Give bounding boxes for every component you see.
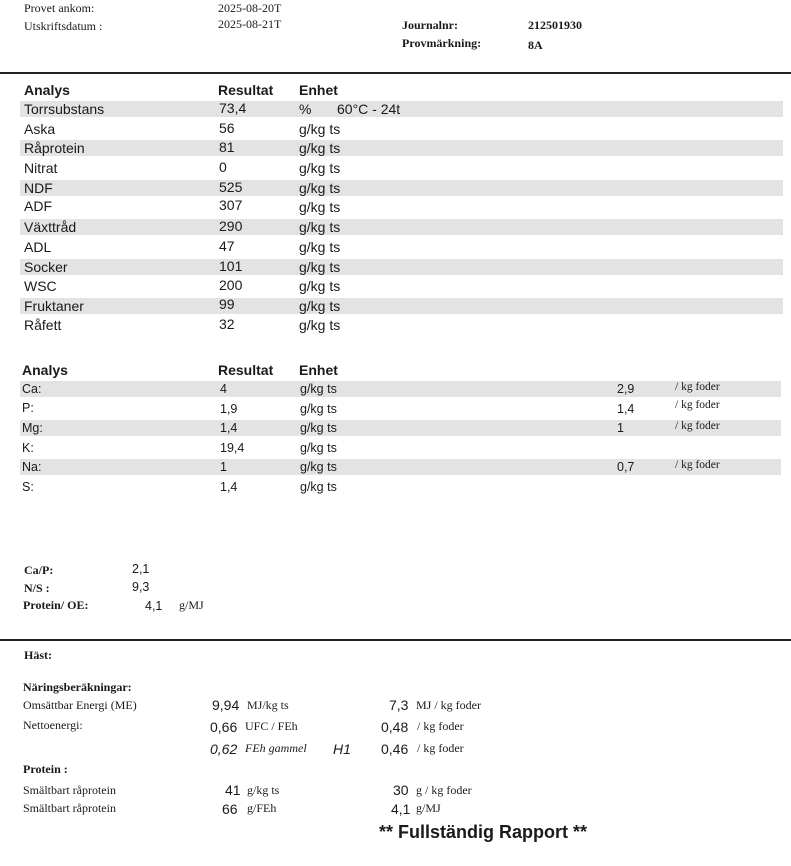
marking-value: 8A xyxy=(528,38,543,52)
journal-label: Journalnr: xyxy=(402,18,459,32)
old-feed-value: 0,46 xyxy=(381,741,409,757)
analys-value: 32 xyxy=(219,316,235,332)
old-feed-unit: / kg foder xyxy=(417,741,464,755)
protein-title: Protein : xyxy=(23,762,68,776)
section-divider xyxy=(0,639,791,641)
analys-value: 307 xyxy=(219,197,243,213)
print-date-label: Utskriftsdatum : xyxy=(24,19,103,33)
horse-title: Häst: xyxy=(24,648,52,662)
arrival-label: Provet ankom: xyxy=(24,1,95,15)
sp1-label: Smältbart råprotein xyxy=(23,783,116,797)
me-unit: MJ/kg ts xyxy=(247,698,289,712)
t2-row-band xyxy=(20,420,781,436)
mineral-value: 1,4 xyxy=(220,421,238,435)
analys-unit: g/kg ts xyxy=(299,160,341,176)
old-tag: H1 xyxy=(333,741,351,757)
analys-name: Aska xyxy=(24,121,56,137)
analys-name: Fruktaner xyxy=(24,298,84,314)
netto-feed-value: 0,48 xyxy=(381,719,409,735)
analys-unit: g/kg ts xyxy=(299,259,341,275)
sp1-unit: g/kg ts xyxy=(247,783,280,797)
mineral-feed-value: 1,4 xyxy=(617,402,635,416)
mineral-feed-unit: / kg foder xyxy=(675,459,720,471)
n-s-value: 9,3 xyxy=(132,580,150,594)
mineral-unit: g/kg ts xyxy=(300,460,337,474)
sp1-feed-unit: g / kg foder xyxy=(416,783,472,797)
analys-value: 290 xyxy=(219,218,243,234)
mineral-feed-value: 1 xyxy=(617,421,624,435)
analys-name: ADL xyxy=(24,239,52,255)
mineral-value: 1 xyxy=(220,460,227,474)
n-s-label: N/S : xyxy=(24,581,50,595)
header-divider xyxy=(0,72,791,74)
protein-oe-value: 4,1 xyxy=(145,599,163,613)
mineral-name: K: xyxy=(22,441,34,455)
mineral-unit: g/kg ts xyxy=(300,382,337,396)
mineral-value: 19,4 xyxy=(220,441,245,455)
analys-name: Växttråd xyxy=(24,219,77,235)
t1-row-band xyxy=(20,219,783,235)
t2-row-band xyxy=(20,459,781,475)
analys-unit: g/kg ts xyxy=(299,317,341,333)
analys-unit: g/kg ts xyxy=(299,219,341,235)
t2-header-analys: Analys xyxy=(22,362,68,378)
analys-name: Nitrat xyxy=(24,160,58,176)
netto-value: 0,66 xyxy=(210,719,238,735)
mineral-feed-unit: / kg foder xyxy=(675,381,720,393)
mineral-name: Mg: xyxy=(22,421,43,435)
ca-p-label: Ca/P: xyxy=(24,563,54,577)
sp1-feed-value: 30 xyxy=(393,782,409,798)
sp2-label: Smältbart råprotein xyxy=(23,801,116,815)
analys-value: 56 xyxy=(219,120,235,136)
analys-value: 81 xyxy=(219,139,235,155)
analys-name: ADF xyxy=(24,198,52,214)
analys-name: Råfett xyxy=(24,317,62,333)
arrival-value: 2025-08-20T xyxy=(218,1,282,15)
sp2-value: 66 xyxy=(222,801,238,817)
mineral-unit: g/kg ts xyxy=(300,421,337,435)
t1-header-analys: Analys xyxy=(24,82,70,98)
netto-unit: UFC / FEh xyxy=(245,719,298,733)
t2-row-band xyxy=(20,381,781,397)
marking-label: Provmärkning: xyxy=(402,36,482,50)
mineral-value: 1,9 xyxy=(220,402,238,416)
analys-value: 47 xyxy=(219,238,235,254)
netto-feed-unit: / kg foder xyxy=(417,719,464,733)
mineral-unit: g/kg ts xyxy=(300,441,337,455)
analys-note: 60°C - 24t xyxy=(337,101,401,117)
t1-header-resultat: Resultat xyxy=(218,82,274,98)
sp2-feed-unit: g/MJ xyxy=(416,801,441,815)
t1-row-band xyxy=(20,140,783,156)
netto-label: Nettoenergi: xyxy=(23,718,83,732)
analys-value: 0 xyxy=(219,159,227,175)
me-feed-value: 7,3 xyxy=(389,697,409,713)
mineral-value: 1,4 xyxy=(220,480,238,494)
mineral-name: Na: xyxy=(22,460,42,474)
mineral-value: 4 xyxy=(220,382,227,396)
mineral-name: P: xyxy=(22,401,34,415)
mineral-name: Ca: xyxy=(22,382,42,396)
print-date-value: 2025-08-21T xyxy=(218,17,282,31)
analys-value: 99 xyxy=(219,296,235,312)
sp2-feed-value: 4,1 xyxy=(391,801,411,817)
analys-unit: % xyxy=(299,101,312,117)
analys-unit: g/kg ts xyxy=(299,298,341,314)
t1-header-enhet: Enhet xyxy=(299,82,338,98)
protein-oe-label: Protein/ OE: xyxy=(23,598,89,612)
t1-row-band xyxy=(20,259,783,275)
mineral-feed-unit: / kg foder xyxy=(675,399,720,411)
t1-row-band xyxy=(20,180,783,196)
analys-unit: g/kg ts xyxy=(299,121,341,137)
analys-name: Socker xyxy=(24,259,68,275)
mineral-feed-unit: / kg foder xyxy=(675,420,720,432)
analys-unit: g/kg ts xyxy=(299,239,341,255)
protein-oe-unit: g/MJ xyxy=(179,598,204,612)
analys-value: 525 xyxy=(219,179,243,195)
t1-row-band xyxy=(20,101,783,117)
analys-name: WSC xyxy=(24,278,57,294)
analys-value: 73,4 xyxy=(219,100,247,116)
ca-p-value: 2,1 xyxy=(132,562,150,576)
analys-unit: g/kg ts xyxy=(299,180,341,196)
sp2-unit: g/FEh xyxy=(247,801,277,815)
naring-title: Näringsberäkningar: xyxy=(23,680,132,694)
journal-value: 212501930 xyxy=(528,18,582,32)
analys-value: 101 xyxy=(219,258,243,274)
sp1-value: 41 xyxy=(225,782,241,798)
mineral-feed-value: 2,9 xyxy=(617,382,635,396)
analys-name: NDF xyxy=(24,180,53,196)
old-unit: FEh gammel xyxy=(245,741,307,755)
report-footer: ** Fullständig Rapport ** xyxy=(379,822,588,842)
t2-header-resultat: Resultat xyxy=(218,362,274,378)
analys-unit: g/kg ts xyxy=(299,278,341,294)
t2-header-enhet: Enhet xyxy=(299,362,338,378)
analys-unit: g/kg ts xyxy=(299,140,341,156)
mineral-feed-value: 0,7 xyxy=(617,460,635,474)
mineral-name: S: xyxy=(22,480,34,494)
analys-value: 200 xyxy=(219,277,243,293)
mineral-unit: g/kg ts xyxy=(300,402,337,416)
analys-name: Torrsubstans xyxy=(24,101,105,117)
analys-unit: g/kg ts xyxy=(299,199,341,215)
me-feed-unit: MJ / kg foder xyxy=(416,698,481,712)
me-value: 9,94 xyxy=(212,697,240,713)
t1-row-band xyxy=(20,298,783,314)
old-value: 0,62 xyxy=(210,741,238,757)
mineral-unit: g/kg ts xyxy=(300,480,337,494)
analys-name: Råprotein xyxy=(24,140,85,156)
me-label: Omsättbar Energi (ME) xyxy=(23,698,137,712)
